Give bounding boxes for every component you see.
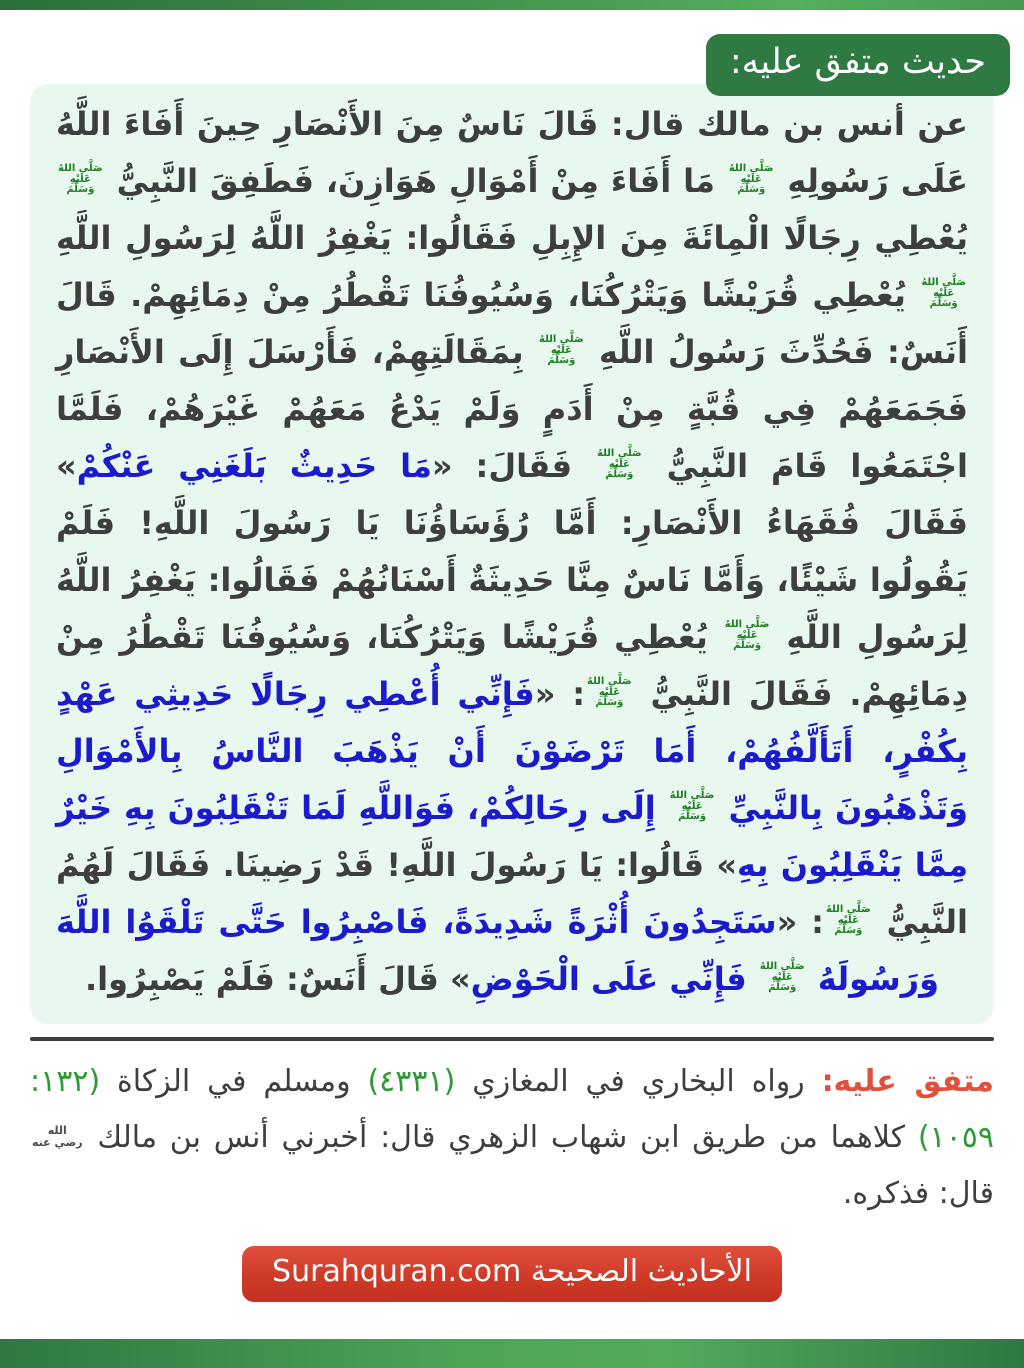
saw-symbol-line: وَسَلَّمَ xyxy=(678,811,707,823)
site-badge-label: الأحاديث الصحيحة Surahquran.com xyxy=(272,1254,752,1289)
saw-symbol-line: صَلَّى اللهُ xyxy=(728,163,774,175)
saw-symbol xyxy=(587,677,632,709)
saw-symbol-line: وَسَلَّمَ xyxy=(929,298,958,310)
saw-symbol-line: وَسَلَّمَ xyxy=(834,925,863,937)
hadith-segment-dark: » فَقَالَ فُقَهَاءُ الأَنْصَارِ: أَمَّا رُؤَسَاؤُنَا يَا رَسُولَ اللَّهِ! فَلَمْ يَقُولُوا شَيْئًا، وَأَمَّا نَاسٌ مِنَّا حَدِيثَةٌ أَسْنَانُهُمْ فَقَالُوا: يَغْفِرُ اللَّهُ لِرَسُولِ اللَّهِ xyxy=(56,447,969,656)
hadith-segment-dark: بِمَقَالَتِهِمْ، فَأَرْسَلَ إِلَى الأَنْصَارِ فَجَمَعَهُمْ فِي قُبَّةٍ مِنْ أَدَمٍ وَلَمْ يَدْعُ مَعَهُمْ غَيْرَهُمْ، فَلَمَّا اجْتَمَعُوا قَامَ النَّبِيُّ xyxy=(56,333,969,485)
attribution-segment-green: (٤٣٣١) xyxy=(367,1064,456,1099)
hadith-type-label: حديث متفق عليه: xyxy=(729,42,986,82)
saw-symbol-line: عَلَيْهِ xyxy=(69,173,91,185)
rada-symbol-line: رضي عنه xyxy=(32,1135,83,1149)
hadith-segment-dark: : « xyxy=(776,903,824,941)
saw-symbol-line: وَسَلَّمَ xyxy=(547,355,576,367)
hadith-segment-blue: إِلَى رِحَالِكُمْ، فَوَاللَّهِ لَمَا تَنْقَلِبُونَ بِهِ خَيْرٌ مِمَّا يَنْقَلِبُونَ بِهِ xyxy=(56,789,969,884)
saw-symbol xyxy=(539,335,584,367)
saw-symbol-line: صَلَّى اللهُ xyxy=(825,904,871,916)
saw-symbol xyxy=(729,164,774,196)
site-badge[interactable] xyxy=(242,1246,782,1302)
saw-symbol-line: صَلَّى اللهُ xyxy=(759,961,805,973)
hadith-segment-dark: مَا أَفَاءَ مِنْ أَمْوَالِ هَوَازِنَ، فَطَفِقَ النَّبِيُّ xyxy=(104,162,727,200)
saw-symbol xyxy=(58,164,103,196)
rada-symbol-line: الله xyxy=(47,1123,67,1137)
hadith-segment-blue: مَا حَدِيثٌ بَلَغَنِي عَنْكُمْ xyxy=(76,447,432,485)
saw-symbol-line: صَلَّى اللهُ xyxy=(597,448,642,460)
hadith-segment-blue: فَإِنِّي عَلَى الْحَوْضِ xyxy=(470,960,758,998)
saw-symbol-line: صَلَّى اللهُ xyxy=(539,334,584,346)
saw-symbol xyxy=(921,278,966,310)
saw-symbol-line: وَسَلَّمَ xyxy=(66,184,95,196)
section-divider xyxy=(30,1037,994,1041)
saw-symbol-line: عَلَيْهِ xyxy=(681,800,703,812)
saw-symbol-line: وَسَلَّمَ xyxy=(733,640,762,652)
rada-symbol xyxy=(32,1125,83,1148)
hadith-segment-dark: : « xyxy=(534,675,586,713)
saw-symbol-line: وَسَلَّمَ xyxy=(737,184,766,196)
footer-badge-row xyxy=(0,1246,1024,1302)
saw-symbol-line: وَسَلَّمَ xyxy=(595,697,624,709)
hadith-segment-dark: يُعْطِي قُرَيْشًا وَيَتْرُكُنَا، وَسُيُوفُنَا تَقْطُرُ مِنْ دِمَائِهِمْ. قَالَ أَنَسٌ: فَحُدِّثَ رَسُولُ اللَّهِ xyxy=(56,276,968,371)
saw-symbol-line: عَلَيْهِ xyxy=(608,458,630,470)
hadith-segment-dark: » قَالُوا: يَا رَسُولَ اللَّهِ! قَدْ رَضِينَا. فَقَالَ لَهُمُ النَّبِيُّ xyxy=(56,846,969,941)
hadith-segment-blue: سَتَجِدُونَ أُثْرَةً شَدِيدَةً، فَاصْبِرُوا حَتَّى تَلْقَوُا اللَّهَ وَرَسُولَهُ xyxy=(56,903,939,998)
attribution-segment-dark: كلاهما من طريق ابن شهاب الزهري قال: أخبرني أنس بن مالك xyxy=(84,1120,918,1155)
attribution-segment-green: (١٣٢: ١٠٥٩) xyxy=(30,1064,994,1155)
attribution-segment-red: متفق عليه: xyxy=(821,1064,994,1099)
saw-symbol-line: عَلَيْهِ xyxy=(837,914,859,926)
saw-symbol xyxy=(760,962,805,994)
saw-symbol-line: وَسَلَّمَ xyxy=(768,982,797,994)
hadith-segment-dark: فَقَالَ: « xyxy=(431,447,596,485)
saw-symbol-line: صَلَّى اللهُ xyxy=(921,277,966,289)
hadith-segment-dark: يُعْطِي قُرَيْشًا وَيَتْرُكُنَا، وَسُيُوفُنَا تَقْطُرُ مِنْ دِمَائِهِمْ. فَقَالَ النَّبِيُّ xyxy=(56,618,969,713)
hadith-segment-dark: عن أنس بن مالك قال: قَالَ نَاسٌ مِنَ الأَنْصَارِ حِينَ أَفَاءَ اللَّهُ عَلَى رَسُولِهِ xyxy=(56,105,969,200)
hadith-segment-dark: يُعْطِي رِجَالًا الْمِائَةَ مِنَ الإِبِلِ فَقَالُوا: يَغْفِرُ اللَّهُ لِرَسُولِ اللَّهِ xyxy=(56,219,968,257)
hadith-text-box xyxy=(30,84,994,1024)
hadith-text xyxy=(56,96,968,1008)
saw-symbol xyxy=(670,791,715,823)
saw-symbol-line: عَلَيْهِ xyxy=(598,686,620,698)
saw-symbol-line: وَسَلَّمَ xyxy=(605,469,634,481)
attribution-segment-dark: رواه البخاري في المغازي xyxy=(455,1064,822,1099)
saw-symbol-line: عَلَيْهِ xyxy=(736,629,758,641)
attribution-text xyxy=(30,1054,994,1222)
saw-symbol-line: صَلَّى اللهُ xyxy=(669,790,715,802)
saw-symbol xyxy=(597,449,642,481)
saw-symbol-line: صَلَّى اللهُ xyxy=(724,619,770,631)
hadith-segment-blue: فَإِنِّي أُعْطِي رِجَالًا حَدِيثِي عَهْدٍ بِكُفْرٍ، أَتَأَلَّفُهُمْ، أَمَا تَرْضَوْنَ أَنْ يَذْهَبَ النَّاسُ بِالأَمْوَالِ وَتَذْهَبُونَ بِالنَّبِيِّ xyxy=(56,675,968,827)
saw-symbol xyxy=(826,905,871,937)
attribution-segment-dark: قال: فذكره. xyxy=(842,1176,994,1211)
saw-symbol-line: صَلَّى اللهُ xyxy=(58,163,103,175)
attribution-segment-dark: ومسلم في الزكاة xyxy=(100,1064,368,1099)
hadith-type-badge xyxy=(706,34,1010,96)
saw-symbol-line: عَلَيْهِ xyxy=(771,971,793,983)
bottom-border-bar xyxy=(0,1339,1024,1368)
hadith-segment-dark: » قَالَ أَنَسٌ: فَلَمْ يَصْبِرُوا. xyxy=(85,960,471,998)
saw-symbol-line: عَلَيْهِ xyxy=(740,173,762,185)
saw-symbol-line: عَلَيْهِ xyxy=(550,344,572,356)
top-border-bar xyxy=(0,0,1024,10)
saw-symbol-line: صَلَّى اللهُ xyxy=(587,676,632,688)
saw-symbol xyxy=(725,620,770,652)
saw-symbol-line: عَلَيْهِ xyxy=(933,287,955,299)
